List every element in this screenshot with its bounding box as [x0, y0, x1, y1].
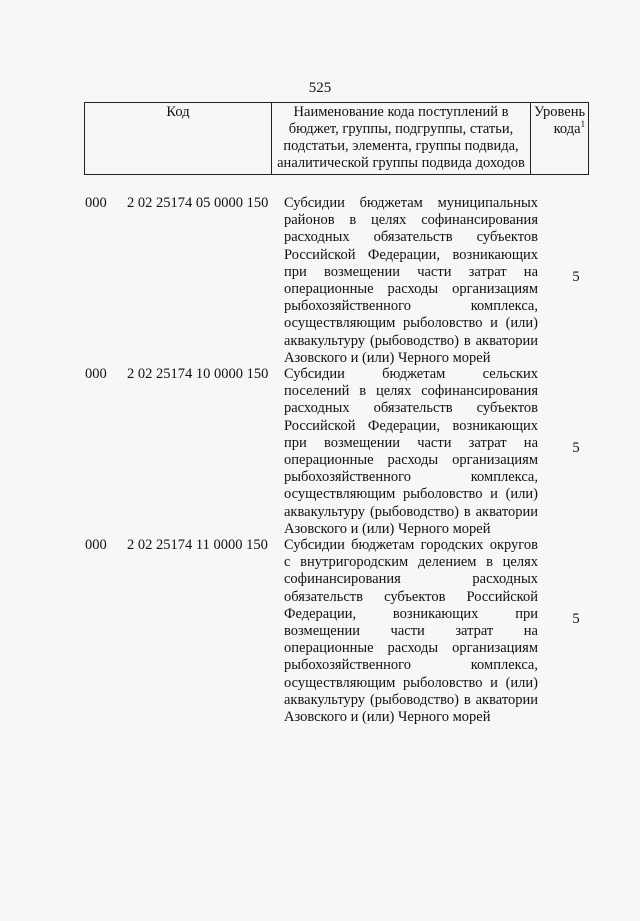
revenue-name-line: с внутригородским делением в целях: [284, 554, 538, 571]
revenue-name-line: расходных обязательств субъектов: [284, 400, 538, 417]
revenue-name-line: Азовского и (или) Черного морей: [284, 708, 491, 725]
table-header: [84, 102, 589, 175]
header-level-label: кода: [553, 121, 581, 137]
revenue-name: [284, 366, 538, 538]
revenue-name: [284, 537, 538, 726]
revenue-name-line: операционные расходы организациям: [284, 280, 538, 297]
revenue-name-line: поселений в целях софинансирования: [284, 383, 538, 400]
header-level-cell: [531, 103, 589, 175]
header-level-line: Уровень: [534, 104, 586, 120]
revenue-name: [284, 195, 538, 367]
footnote-marker: 1: [580, 119, 586, 130]
revenue-name-line: рыбохозяйственного комплекса,: [284, 469, 538, 486]
revenue-code: 2 02 25174 10 0000 150: [127, 366, 269, 382]
revenue-name-line: аквакультуру (рыбоводство) в акватории: [284, 691, 538, 708]
code-level: 5: [572, 269, 580, 285]
code-level: 5: [572, 611, 580, 627]
header-name-cell: [272, 103, 531, 175]
revenue-name-line: Российской Федерации, возникающих: [284, 246, 538, 263]
header-level-line: [534, 121, 585, 138]
revenue-name-line: рыбохозяйственного комплекса,: [284, 298, 538, 315]
revenue-name-line: при возмещении части затрат на: [284, 434, 538, 451]
revenue-name-line: осуществляющим рыболовство и (или): [284, 315, 538, 332]
header-code-cell: [85, 103, 272, 175]
admin-code: 000: [85, 195, 107, 211]
revenue-name-line: аквакультуру (рыбоводство) в акватории: [284, 332, 538, 349]
revenue-name-line: аквакультуру (рыбоводство) в акватории: [284, 503, 538, 520]
revenue-name-line: обязательств субъектов Российской: [284, 588, 538, 605]
revenue-name-line: районов в целях софинансирования: [284, 212, 538, 229]
revenue-name-line: Федерации, возникающих при: [284, 605, 538, 622]
revenue-name-line: при возмещении части затрат на: [284, 263, 538, 280]
revenue-name-line: осуществляющим рыболовство и (или): [284, 486, 538, 503]
revenue-name-line: Азовского и (или) Черного морей: [284, 349, 491, 366]
header-code-label: Код: [166, 104, 190, 120]
revenue-name-line: Азовского и (или) Черного морей: [284, 520, 491, 537]
revenue-name-line: возмещении части затрат на: [284, 622, 538, 639]
revenue-name-line: операционные расходы организациям: [284, 640, 538, 657]
header-name-line: аналитической группы подвида доходов: [277, 155, 525, 171]
header-name-line: подстатьи, элемента, группы подвида,: [283, 138, 519, 154]
revenue-name-line: софинансирования расходных: [284, 571, 538, 588]
revenue-name-line: расходных обязательств субъектов: [284, 229, 538, 246]
page-number: 525: [308, 80, 332, 96]
admin-code: 000: [85, 366, 107, 382]
admin-code: 000: [85, 537, 107, 553]
revenue-code: 2 02 25174 11 0000 150: [127, 537, 268, 553]
revenue-name-line: Российской Федерации, возникающих: [284, 417, 538, 434]
revenue-name-line: Субсидии бюджетам муниципальных: [284, 195, 538, 211]
revenue-name-line: осуществляющим рыболовство и (или): [284, 674, 538, 691]
code-level: 5: [572, 440, 580, 456]
revenue-name-line: Субсидии бюджетам городских округов: [284, 537, 538, 553]
revenue-name-line: рыбохозяйственного комплекса,: [284, 657, 538, 674]
revenue-name-line: Субсидии бюджетам сельских: [284, 366, 538, 382]
header-name-line: Наименование кода поступлений в: [293, 104, 509, 120]
revenue-code: 2 02 25174 05 0000 150: [127, 195, 269, 211]
header-name-line: бюджет, группы, подгруппы, статьи,: [288, 121, 514, 137]
revenue-name-line: операционные расходы организациям: [284, 451, 538, 468]
